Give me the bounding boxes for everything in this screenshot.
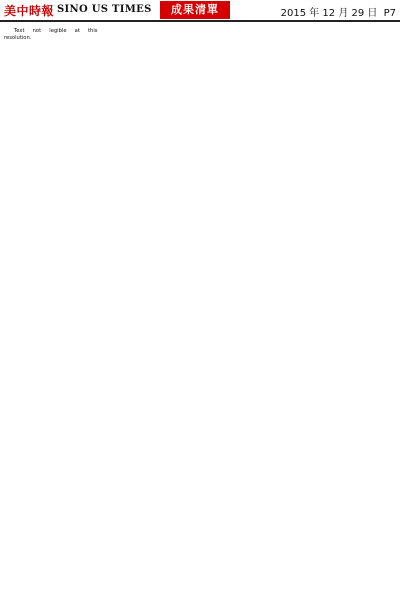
page-number: P7: [383, 8, 396, 19]
page-header: [0, 0, 400, 22]
date-text: 2015 年 12 月 29 日: [280, 8, 378, 19]
masthead-chinese: 美中時報: [4, 4, 55, 18]
issue-date: [278, 4, 396, 19]
masthead-english: SINO US TIMES: [57, 4, 152, 15]
section-title: 成果清單: [160, 1, 230, 19]
article-columns: [4, 26, 396, 586]
article-body: [4, 26, 396, 586]
article-paragraph: Text not legible at this resolution.: [4, 28, 98, 42]
